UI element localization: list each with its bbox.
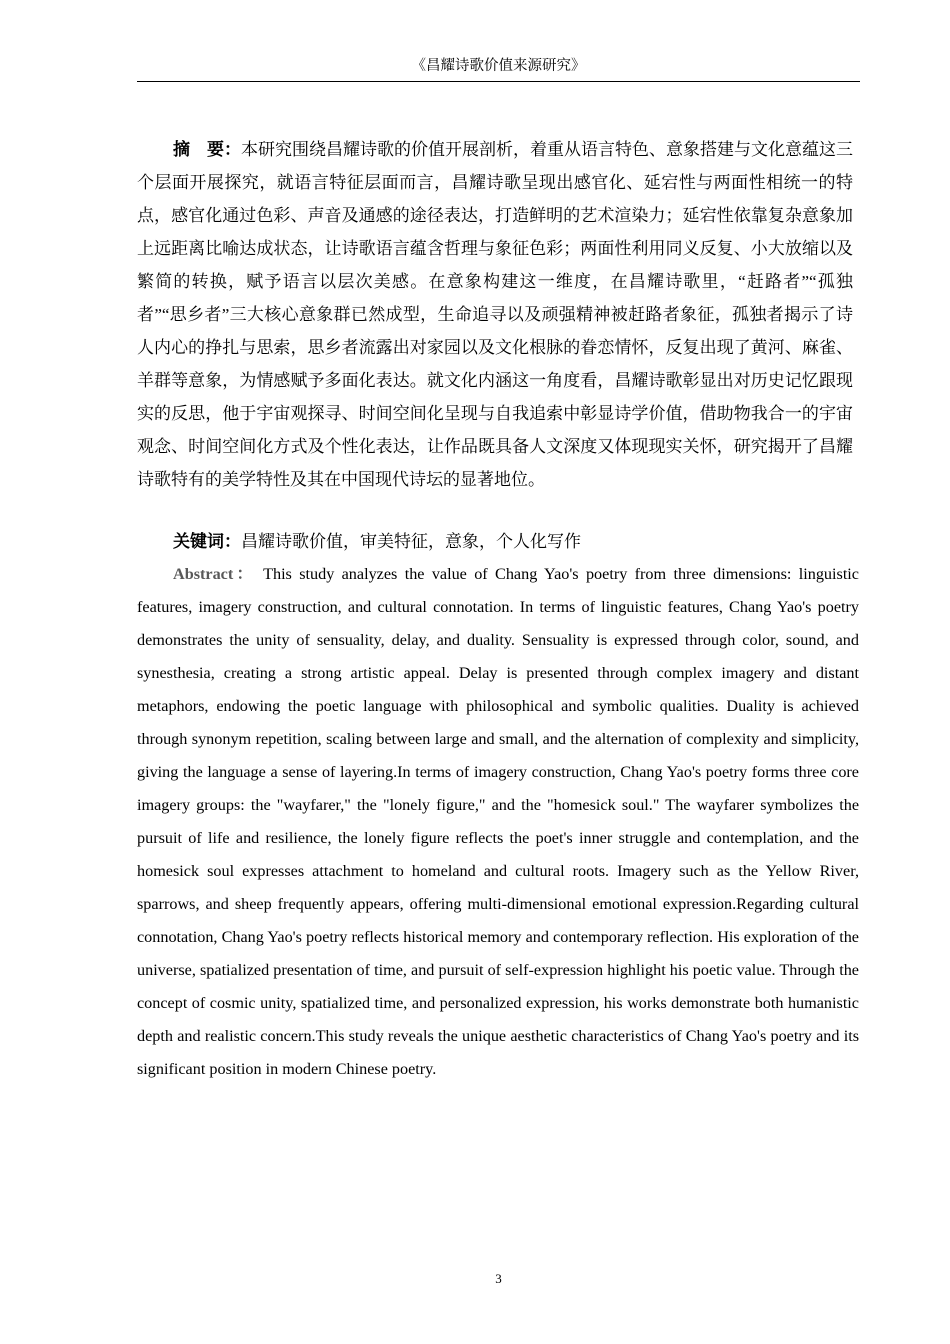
english-abstract-label: Abstract： — [173, 565, 257, 583]
page-header-title: 《昌耀诗歌价值来源研究》 — [411, 58, 586, 74]
chinese-abstract-label: 摘 要： — [173, 140, 241, 159]
english-abstract — [137, 558, 859, 1086]
chinese-abstract-text: 本研究围绕昌耀诗歌的价值开展剖析，着重从语言特色、意象搭建与文化意蕴这三个层面开展探究，就语言特征层面而言，昌耀诗歌呈现出感官化、延宕性与两面性相统一的特点，感官化通过色彩、声音及通感的途径表达，打造鲜明的艺术渲染力；延宕性依靠复杂意象加上远距离比喻达成状态，让诗歌语言蕴含哲理与象征色彩；两面性利用同义反复、小大放缩以及繁简的转换，赋予语言以层次美感。在意象构建这一维度，在昌耀诗歌里，“赶路者”“孤独者”“思乡者”三大核心意象群已然成型，生命追寻以及顽强精神被赶路者象征，孤独者揭示了诗人内心的挣扎与思索，思乡者流露出对家园以及文化根脉的眷恋情怀，反复出现了黄河、麻雀、羊群等意象，为情感赋予多面化表达。就文化内涵这一角度看，昌耀诗歌彰显出对历史记忆跟现实的反思，他于宇宙观探寻、时间空间化呈现与自我追索中彰显诗学价值，借助物我合一的宇宙观念、时间空间化方式及个性化表达，让作品既具备人文深度又体现现实关怀，研究揭开了昌耀诗歌特有的美学特性及其在中国现代诗坛的显著地位。 — [137, 140, 853, 489]
chinese-keywords — [137, 525, 853, 558]
english-abstract-text: This study analyzes the value of Chang Yao's poetry from three dimensions: linguistic features, imagery construction, and cultural connotation. In terms of linguistic features, Chang Yao's poetry demonstrates the unity of sensuality, delay, and duality. Sensuality is expressed through color, sound, and synesthesia, creating a strong artistic appeal. Delay is presented through complex imagery and distant metaphors, endowing the poetic language with philosophical and symbolic qualities. Duality is achieved through synonym repetition, scaling between large and small, and the alternation of complexity and simplicity, giving the language a sense of layering.In terms of imagery construction, Chang Yao's poetry forms three core imagery groups: the "wayfarer," the "lonely figure," and the "homesick soul." The wayfarer symbolizes the pursuit of life and resilience, the lonely figure reflects the poet's inner struggle and contemplation, and the homesick soul expresses attachment to homeland and cultural roots. Imagery such as the Yellow River, sparrows, and sheep frequently appears, offering multi-dimensional emotional expression.Regarding cultural connotation, Chang Yao's poetry reflects historical memory and contemporary reflection. His exploration of the universe, spatialized presentation of time, and pursuit of self-expression highlight his poetic value. Through the concept of cosmic unity, spatialized time, and personalized expression, his works demonstrate both humanistic depth and realistic concern.This study reveals the unique aesthetic characteristics of Chang Yao's poetry and its significant position in modern Chinese poetry. — [137, 565, 859, 1078]
chinese-abstract — [137, 133, 853, 496]
page-number: 3 — [495, 1271, 502, 1286]
page-header — [137, 55, 860, 82]
keywords-text: 昌耀诗歌价值，审美特征，意象，个人化写作 — [241, 532, 581, 551]
keywords-label: 关键词： — [173, 532, 241, 551]
